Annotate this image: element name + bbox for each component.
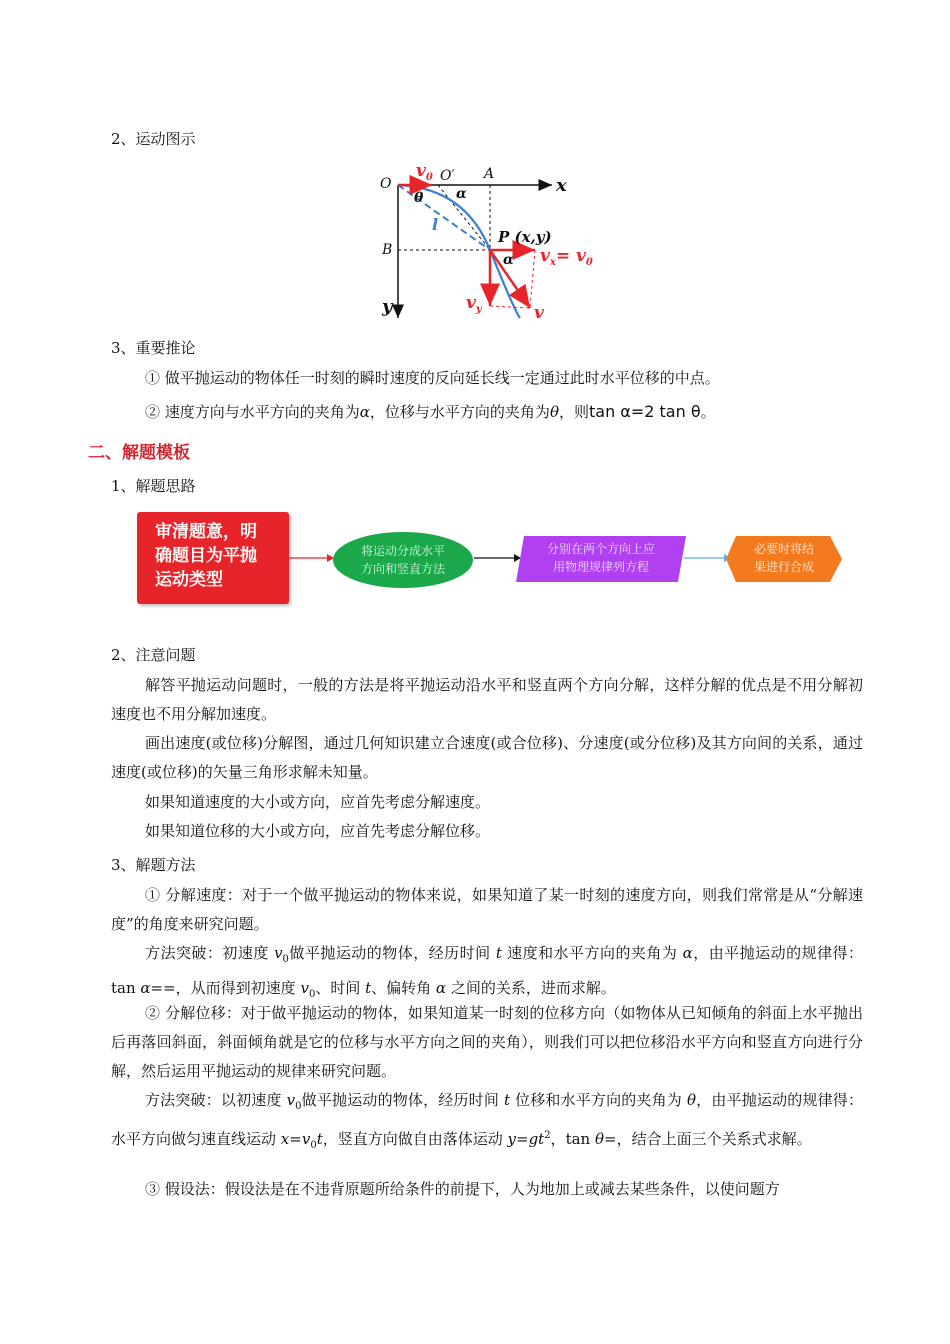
heading-conclusions: 3、重要推论 xyxy=(111,339,196,357)
formula-tan: tan α=2 tan θ xyxy=(588,402,701,421)
label-B: B xyxy=(382,242,393,258)
flow-step-4: 必要时将结 果进行合成 xyxy=(753,542,814,574)
label-v0: $v_0$ xyxy=(416,161,433,183)
label-vx-eq: $v_x= v_0$ xyxy=(540,246,593,268)
label-A: A xyxy=(484,166,495,182)
flow-step-2: 将运动分成水平 方向和竖直方法 xyxy=(333,532,473,588)
label-vy: $v_y$ xyxy=(466,293,482,315)
note-paragraph-1: 解答平抛运动问题时，一般的方法是将平抛运动沿水平和竖直两个方向分解，这样分解的优点是不用分解初速度也不用分解加速度。 xyxy=(111,676,863,723)
label-l: l xyxy=(432,215,439,234)
flow-arrow-1 xyxy=(289,548,337,568)
method-2-breakthrough: 方法突破：以初速度 $v_0$做平抛运动的物体，经历时间 t 位移和水平方向的夹角为 θ，由平抛运动的规律得：水平方向做匀速直线运动 $x=v_0t$，竖直方向做自由落体运动 $y=gt^2$，tan θ=，结合上面三个关系式求解。 xyxy=(111,1091,863,1151)
flow-step-1: 审清题意，明确题目为平抛运动类型 xyxy=(137,512,289,604)
method-2: ② 分解位移：对于做平抛运动的物体，如果知道某一时刻的位移方向（如物体从已知倾角的斜面上水平抛出后再落回斜面，斜面倾角就是它的位移与水平方向之间的夹角），则我们可以把位移沿水平方向和竖直方向进行分解，然后运用平抛运动的规律来研究问题。 xyxy=(111,1004,863,1080)
label-v: v xyxy=(534,303,544,323)
label-y: y xyxy=(382,296,393,317)
heading-motion-diagram: 2、运动图示 xyxy=(111,130,196,148)
conclusion-2: ② 速度方向与水平方向的夹角为α，位移与水平方向的夹角为θ，则tan α=2 tan θ。 xyxy=(145,402,716,421)
note-paragraph-2: 画出速度(或位移)分解图，通过几何知识建立合速度(或合位移)、分速度(或分位移)及其方向间的关系，通过速度(或位移)的矢量三角形求解未知量。 xyxy=(111,734,863,781)
heading-notes: 2、注意问题 xyxy=(111,646,196,664)
flow-step-3: 分别在两个方向上应 用物理规律列方程 xyxy=(546,542,655,574)
label-O: O xyxy=(380,176,392,192)
note-paragraph-4: 如果知道位移的大小或方向，应首先考虑分解位移。 xyxy=(145,822,491,840)
heading-approach: 1、解题思路 xyxy=(111,477,196,495)
section-title-templates: 二、解题模板 xyxy=(88,443,190,463)
label-O-prime: O′ xyxy=(440,168,455,184)
note-paragraph-3: 如果知道速度的大小或方向，应首先考虑分解速度。 xyxy=(145,793,491,811)
displacement-line xyxy=(398,185,490,250)
conclusion-1: ① 做平抛运动的物体任一时刻的瞬时速度的反向延长线一定通过此时水平位移的中点。 xyxy=(145,369,720,387)
projectile-diagram xyxy=(370,158,610,323)
label-P: P (x,y) xyxy=(498,228,552,246)
method-3: ③ 假设法：假设法是在不违背原题所给条件的前提下，人为地加上或减去某些条件，以使问题方 xyxy=(145,1180,780,1198)
label-theta: θ xyxy=(414,190,424,206)
label-x: x xyxy=(556,175,567,196)
method-1-breakthrough: 方法突破：初速度 $v_0$做平抛运动的物体，经历时间 t 速度和水平方向的夹角为 α，由平抛运动的规律得：tan α==，从而得到初速度 $v_0$、时间 t、偏转角 α 之间的关系，进而求解。 xyxy=(111,944,863,1000)
label-alpha-mid: α xyxy=(503,252,514,268)
label-alpha-top: α xyxy=(456,186,467,202)
heading-methods: 3、解题方法 xyxy=(111,856,196,874)
method-1: ① 分解速度：对于一个做平抛运动的物体来说，如果知道了某一时刻的速度方向，则我们常常是从“分解速度”的角度来研究问题。 xyxy=(111,886,863,933)
